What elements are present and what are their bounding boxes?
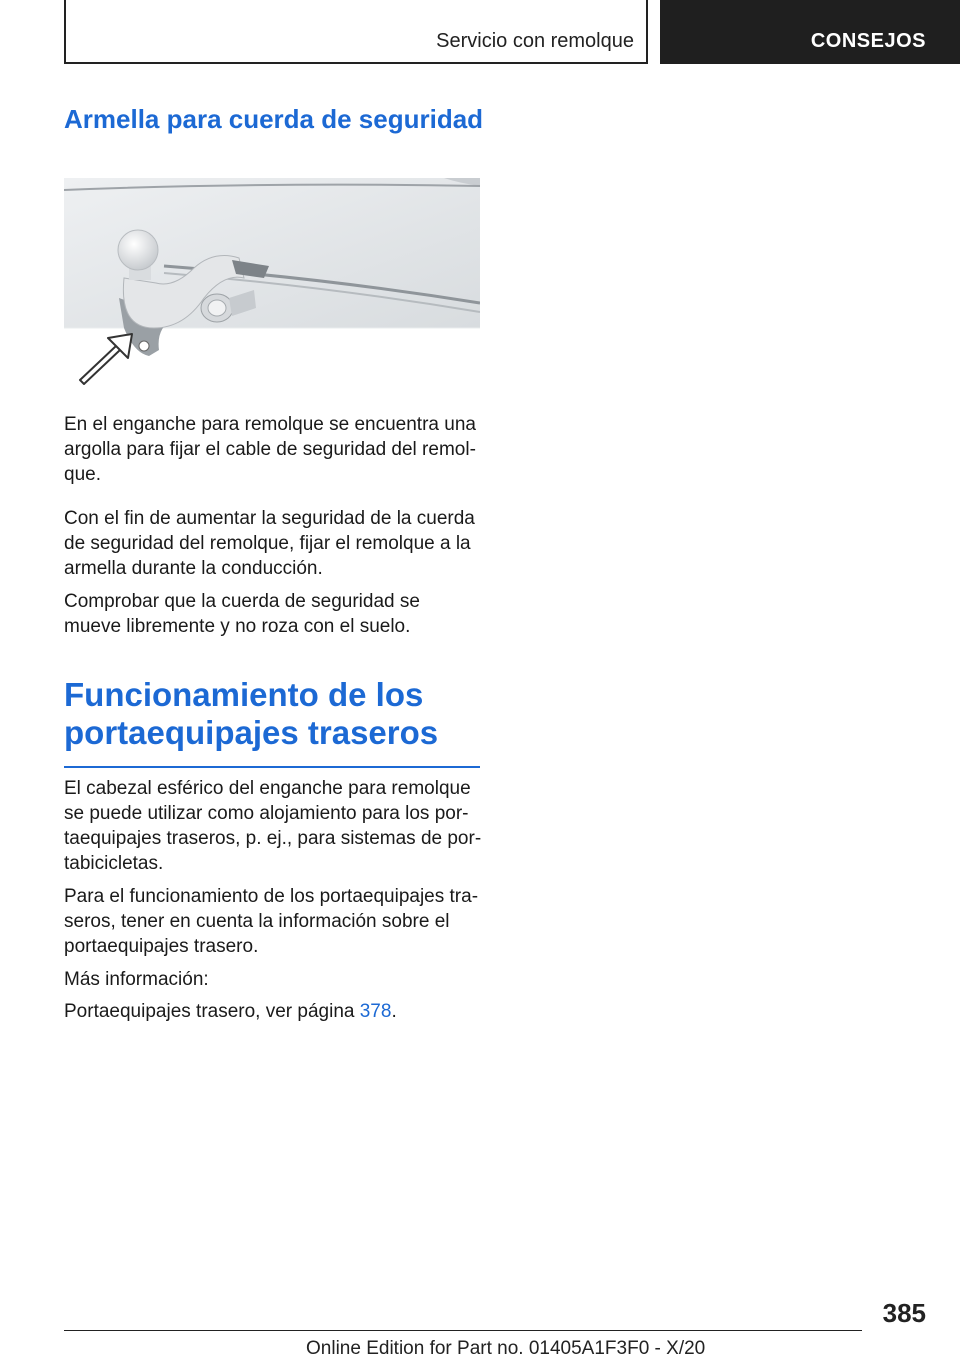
paragraph-carrier-info: Para el funcionamiento de los portaequipajes tra‐ seros, tener en cuenta la información sobre el portaequipajes trasero. <box>64 886 479 957</box>
paragraph-eyelet-check: Comprobar que la cuerda de seguridad se mueve libremente y no roza con el suelo. <box>64 591 420 637</box>
paragraph-carrier-ball: El cabezal esférico del enganche para remolque se puede utilizar como alojamiento para los por‐ taequipajes traseros, p. ej., para sistemas de por‐ tabicicletas. <box>64 778 482 874</box>
section-heading-safety-eyelet: Armella para cuerda de seguridad <box>64 104 484 134</box>
section-title: Servicio con remolque <box>436 30 634 52</box>
paragraph-eyelet-location: En el enganche para remolque se encuentra una argolla para fijar el cable de seguridad del remol‐ que. <box>64 414 476 485</box>
reference-text: Portaequipajes trasero, ver página <box>64 1001 360 1022</box>
paragraph-reference <box>64 999 482 1024</box>
running-header <box>64 0 648 64</box>
page-reference-link[interactable]: 378 <box>359 1001 392 1022</box>
chapter-title: CONSEJOS <box>810 30 926 52</box>
tow-hitch-illustration <box>64 178 480 400</box>
footer-divider <box>64 1330 862 1331</box>
section-heading-rear-carrier: Funcionamiento de los portaequipajes traseros <box>64 676 480 768</box>
page-number: 385 <box>882 1298 926 1328</box>
chapter-tab <box>660 0 960 64</box>
paragraph-eyelet-usage: Con el fin de aumentar la seguridad de la cuerda de seguridad del remolque, fijar el remolque a la armella durante la conducción. <box>64 508 475 579</box>
paragraph-more-info: Más información: <box>64 969 209 990</box>
reference-end: . <box>391 1001 397 1022</box>
edition-footer: Online Edition for Part no. 01405A1F3F0 - X/20 <box>306 1338 706 1359</box>
